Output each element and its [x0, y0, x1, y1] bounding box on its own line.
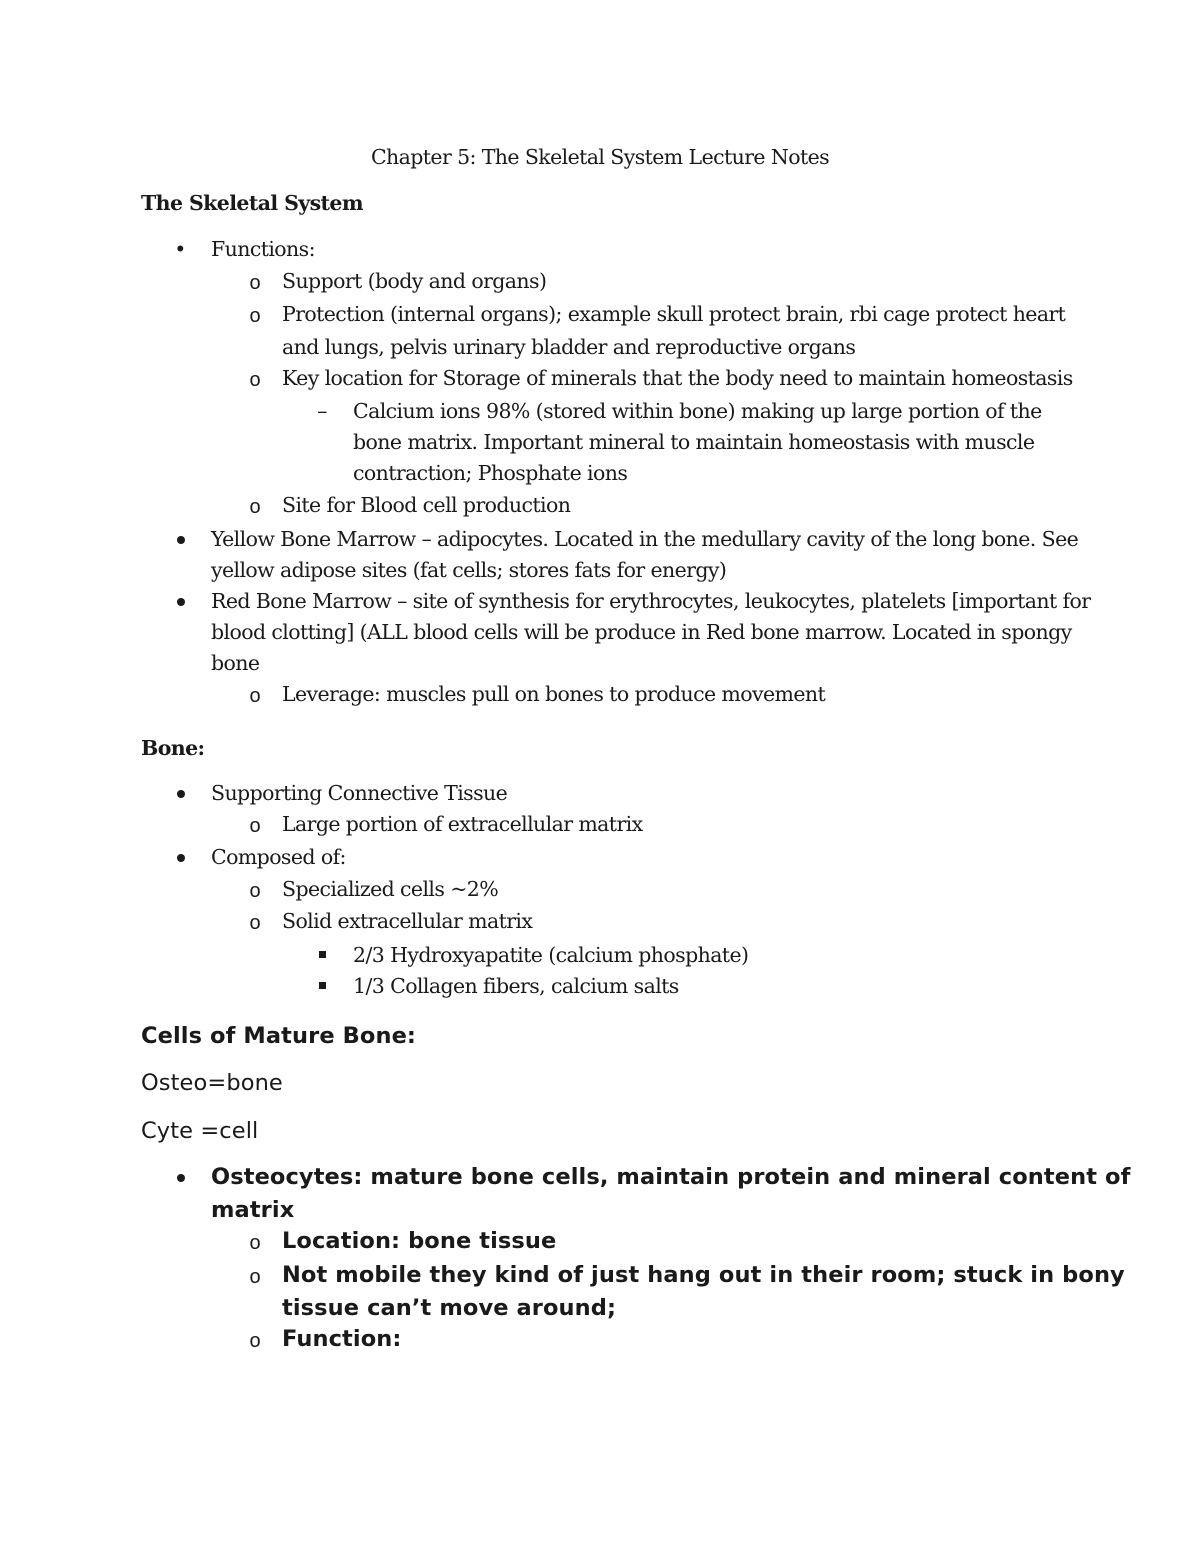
circle-bullet-icon: o: [249, 685, 261, 707]
circle-bullet-icon: o: [249, 880, 261, 902]
location-item: Location: bone tissue: [282, 1228, 557, 1254]
specialized-cells-item: Specialized cells ~2%: [282, 877, 499, 901]
circle-bullet-icon: o: [249, 272, 261, 294]
dash-bullet-icon: –: [317, 399, 327, 423]
yellow-marrow-line2: yellow adipose sites (fat cells; stores fats for energy): [211, 558, 727, 582]
bullet-dot-icon: [177, 854, 185, 862]
bullet-dot-icon: [177, 790, 185, 798]
bullet-dot-icon: [177, 1174, 185, 1182]
circle-bullet-icon: o: [249, 1330, 261, 1352]
section-heading-cells: Cells of Mature Bone:: [141, 1023, 417, 1049]
bullet-dot-icon: [177, 598, 185, 606]
function-storage: Key location for Storage of minerals that the body need to maintain homeostasis: [282, 366, 1073, 390]
calcium-line2: bone matrix. Important mineral to maintain homeostasis with muscle: [353, 430, 1035, 454]
circle-bullet-icon: o: [249, 496, 261, 518]
section-heading-skeletal-system: The Skeletal System: [141, 191, 363, 215]
square-bullet-icon: [319, 982, 326, 989]
large-portion-item: Large portion of extracellular matrix: [282, 812, 643, 836]
circle-bullet-icon: o: [249, 1266, 261, 1288]
function-item: Function:: [282, 1326, 402, 1352]
circle-bullet-icon: o: [249, 305, 261, 327]
calcium-line1: Calcium ions 98% (stored within bone) making up large portion of the: [353, 399, 1042, 423]
bullet-dot-icon: [177, 536, 185, 544]
square-bullet-icon: [319, 951, 326, 958]
circle-bullet-icon: o: [249, 369, 261, 391]
function-protection-line1: Protection (internal organs); example skull protect brain, rbi cage protect heart: [282, 302, 1066, 326]
circle-bullet-icon: o: [249, 815, 261, 837]
circle-bullet-icon: o: [249, 912, 261, 934]
small-bullet-icon: •: [174, 237, 186, 261]
not-mobile-line1: Not mobile they kind of just hang out in their room; stuck in bony: [282, 1262, 1125, 1288]
red-marrow-line3: bone: [211, 651, 260, 675]
function-support: Support (body and organs): [282, 269, 547, 293]
osteocytes-line2: matrix: [211, 1197, 295, 1223]
hydroxyapatite-item: 2/3 Hydroxyapatite (calcium phosphate): [353, 943, 749, 967]
collagen-item: 1/3 Collagen fibers, calcium salts: [353, 974, 679, 998]
circle-bullet-icon: o: [249, 1232, 261, 1254]
solid-matrix-item: Solid extracellular matrix: [282, 909, 533, 933]
yellow-marrow-line1: Yellow Bone Marrow – adipocytes. Located in the medullary cavity of the long bone. See: [211, 527, 1079, 551]
composed-of-item: Composed of:: [211, 845, 346, 869]
calcium-line3: contraction; Phosphate ions: [353, 461, 628, 485]
function-protection-line2: and lungs, pelvis urinary bladder and reproductive organs: [282, 335, 856, 359]
cyte-definition: Cyte =cell: [141, 1118, 259, 1144]
section-heading-bone: Bone:: [141, 736, 205, 760]
osteo-definition: Osteo=bone: [141, 1070, 283, 1096]
leverage-item: Leverage: muscles pull on bones to produce movement: [282, 682, 826, 706]
functions-label: Functions:: [211, 237, 315, 261]
supporting-tissue-item: Supporting Connective Tissue: [211, 781, 508, 805]
red-marrow-line2: blood clotting] (ALL blood cells will be produce in Red bone marrow. Located in spongy: [211, 620, 1072, 644]
document-title: Chapter 5: The Skeletal System Lecture Notes: [370, 145, 830, 169]
function-blood: Site for Blood cell production: [282, 493, 571, 517]
red-marrow-line1: Red Bone Marrow – site of synthesis for erythrocytes, leukocytes, platelets [important for: [211, 589, 1091, 613]
not-mobile-line2: tissue can’t move around;: [282, 1295, 617, 1321]
osteocytes-line1: Osteocytes: mature bone cells, maintain protein and mineral content of: [211, 1164, 1131, 1190]
